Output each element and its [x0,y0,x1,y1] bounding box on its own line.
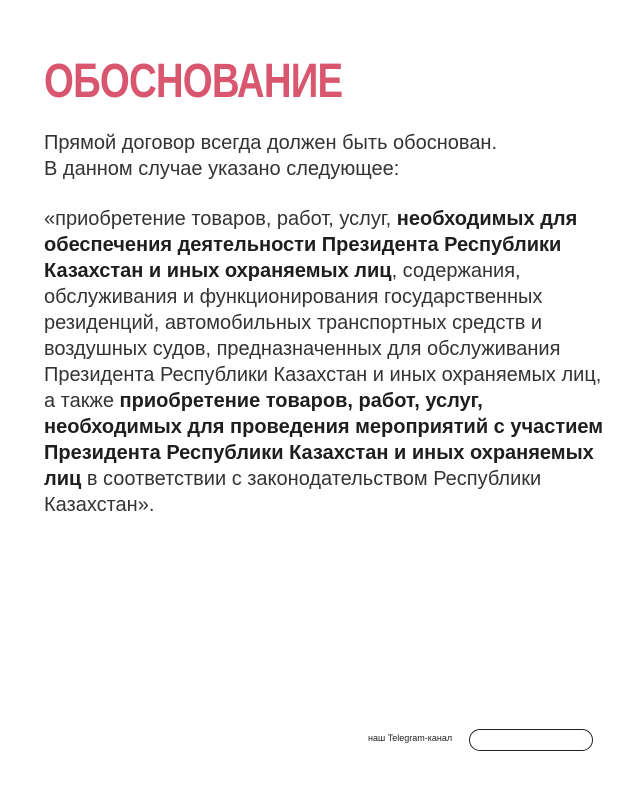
quote-text-3: в соответствии с законодательством Республики Казахстан». [44,468,542,516]
intro-line-2: В данном случае указано следующее: [44,158,400,180]
quote-bold-2: приобретение товаров, работ, услуг, необходимых для проведения мероприятий с участием Президента Республики Казахстан и иных охраняемых лиц [44,390,604,490]
telegram-label: наш Telegram-канал [368,733,453,743]
intro-text [44,130,604,182]
quote-bold-1: необходимых для обеспечения деятельности Президента Республики Казахстан и иных охраняемых лиц [44,208,578,282]
quote-text-2: , содержания, обслуживания и функционирования государственных резиденций, автомобильных транспортных средств и воздушных судов, предназначенных для обслуживания Президента Республики Казахстан и иных охраняемых лиц, а также [44,260,602,412]
quote-block [44,206,604,518]
intro-line-1: Прямой договор всегда должен быть обоснован. [44,132,498,154]
telegram-channel-button[interactable] [469,729,593,751]
quote-text-1: «приобретение товаров, работ, услуг, [44,208,397,230]
page-title: ОБОСНОВАНИЕ [44,55,343,108]
